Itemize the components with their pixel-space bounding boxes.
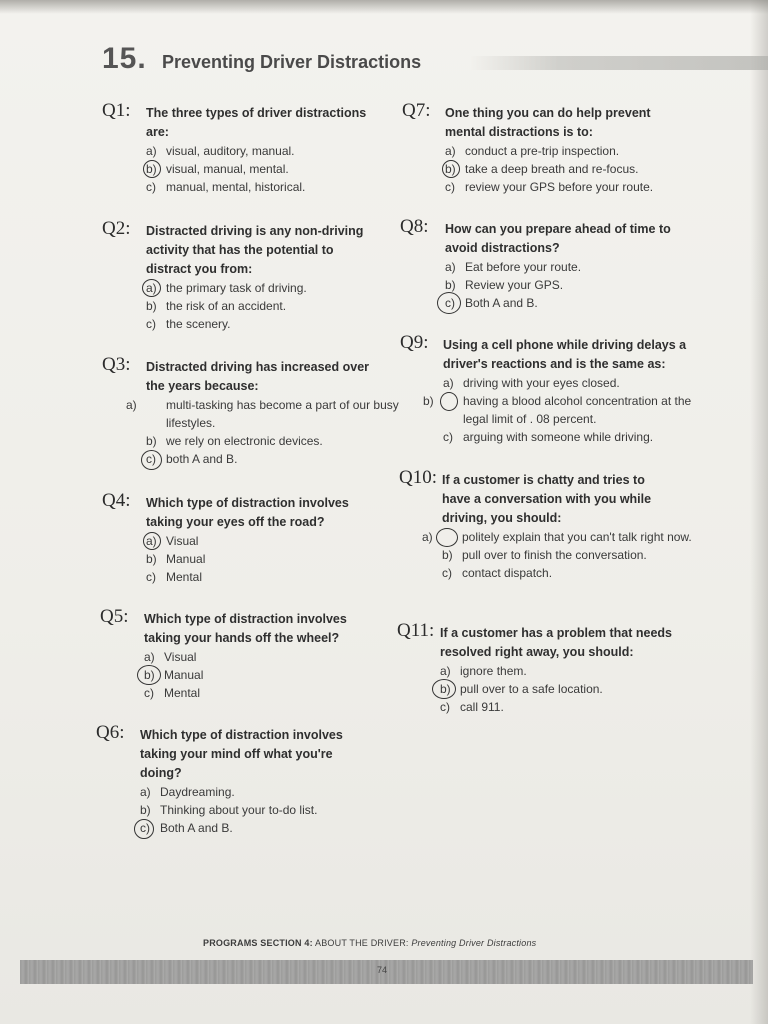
question-number: Q7:: [402, 100, 431, 121]
question-1: [102, 100, 392, 196]
footer-subtitle: Preventing Driver Distractions: [411, 938, 537, 948]
question-text: How can you prepare ahead of time to avoid distractions?: [445, 222, 671, 255]
question-number: Q5:: [100, 606, 129, 627]
option-a: a) the primary task of driving.: [146, 279, 392, 297]
option-c: c) the scenery.: [146, 317, 231, 331]
question-text: One thing you can do help prevent mental distractions is to:: [445, 106, 651, 139]
question-number: Q3:: [102, 354, 131, 375]
answer-circle: [432, 679, 456, 699]
footer-topic: ABOUT THE DRIVER:: [315, 938, 409, 948]
option-a: a) Daydreaming.: [140, 785, 235, 799]
question-8: [400, 216, 700, 312]
option-b: b) pull over to a safe location.: [440, 680, 697, 698]
option-b: b) take a deep breath and re-focus.: [445, 160, 702, 178]
answer-circle: [442, 160, 460, 178]
answer-circle: [137, 665, 161, 685]
question-2: [102, 218, 392, 333]
question-4: [102, 490, 392, 586]
option-c: c) contact dispatch.: [442, 566, 553, 580]
question-number: Q8:: [400, 216, 429, 237]
page-title: Preventing Driver Distractions: [162, 52, 422, 72]
header-band: [470, 56, 768, 70]
answer-circle: [143, 532, 161, 550]
option-b: b) Manual: [146, 552, 206, 566]
question-3: [102, 354, 399, 468]
question-number: Q2:: [102, 218, 131, 239]
answer-circle: [141, 450, 162, 470]
option-a: a) Eat before your route.: [445, 260, 582, 274]
scan-shadow-top: [0, 0, 768, 14]
option-c: c) arguing with someone while driving.: [443, 430, 654, 444]
option-c: c) Mental: [146, 570, 203, 584]
question-text: Which type of distraction involves taking your eyes off the road?: [146, 496, 349, 529]
option-a: a) Visual: [146, 532, 392, 550]
option-c: c) both A and B.: [146, 450, 392, 468]
answer-circle: [437, 292, 461, 314]
option-b: b) visual, manual, mental.: [146, 160, 392, 178]
answer-circle: [143, 160, 161, 178]
option-c: c) review your GPS before your route.: [445, 180, 654, 194]
question-text: If a customer is chatty and tries to have a conversation with you while driving, you should:: [442, 473, 652, 525]
question-number: Q9:: [400, 332, 429, 353]
question-5: [100, 606, 390, 702]
option-b: b) Thinking about your to-do list.: [140, 803, 318, 817]
option-a: a) ignore them.: [440, 664, 527, 678]
answer-circle: [440, 392, 458, 411]
option-a: a) visual, auditory, manual.: [146, 144, 295, 158]
option-b: b) the risk of an accident.: [146, 299, 287, 313]
option-c: c) Both A and B.: [140, 819, 386, 837]
question-10: [399, 467, 699, 582]
question-7: [402, 100, 702, 196]
option-a: a) conduct a pre-trip inspection.: [445, 144, 620, 158]
answer-circle: [142, 279, 161, 297]
question-text: The three types of driver distractions are:: [146, 106, 367, 139]
option-b: b) Manual: [144, 666, 390, 684]
question-number: Q11:: [397, 620, 435, 641]
question-number: Q6:: [96, 722, 125, 743]
page-number: 74: [377, 965, 388, 975]
question-text: Which type of distraction involves taking your hands off the wheel?: [144, 612, 347, 645]
question-text: Distracted driving is any non-driving activity that has the potential to distract you from:: [146, 224, 364, 276]
question-text: Which type of distraction involves taking your mind off what you're doing?: [140, 728, 343, 780]
question-number: Q1:: [102, 100, 131, 121]
option-c: c) manual, mental, historical.: [146, 180, 306, 194]
option-b: b) we rely on electronic devices.: [146, 434, 323, 448]
option-b: b) pull over to finish the conversation.: [442, 548, 647, 562]
answer-circle: [134, 819, 154, 839]
question-number: Q10:: [399, 467, 437, 488]
answer-circle: [436, 528, 458, 547]
question-11: [397, 620, 697, 716]
option-b: b) having a blood alcohol concentration at the legal limit of . 08 percent.: [423, 394, 692, 426]
section-number: 15.: [102, 42, 147, 75]
option-a: a) Visual: [144, 650, 197, 664]
option-a: a) driving with your eyes closed.: [443, 376, 620, 390]
question-text: Using a cell phone while driving delays a driver's reactions and is the same as:: [443, 338, 687, 371]
option-a: a) multi-tasking has become a part of our busy lifestyles.: [126, 398, 399, 430]
option-c: c) Mental: [144, 686, 201, 700]
question-number: Q4:: [102, 490, 131, 511]
question-text: If a customer has a problem that needs resolved right away, you should:: [440, 626, 673, 659]
question-6: [96, 722, 386, 837]
footer-section: PROGRAMS SECTION 4:: [203, 938, 313, 948]
option-c: c) call 911.: [440, 700, 504, 714]
page-footer: [203, 938, 536, 948]
question-text: Distracted driving has increased over the years because:: [146, 360, 370, 393]
option-a: a) politely explain that you can't talk right now.: [442, 528, 697, 546]
question-9: [400, 332, 700, 446]
option-c: c) Both A and B.: [445, 294, 700, 312]
scan-shadow-right: [750, 0, 768, 1024]
option-b: b) Review your GPS.: [445, 278, 564, 292]
